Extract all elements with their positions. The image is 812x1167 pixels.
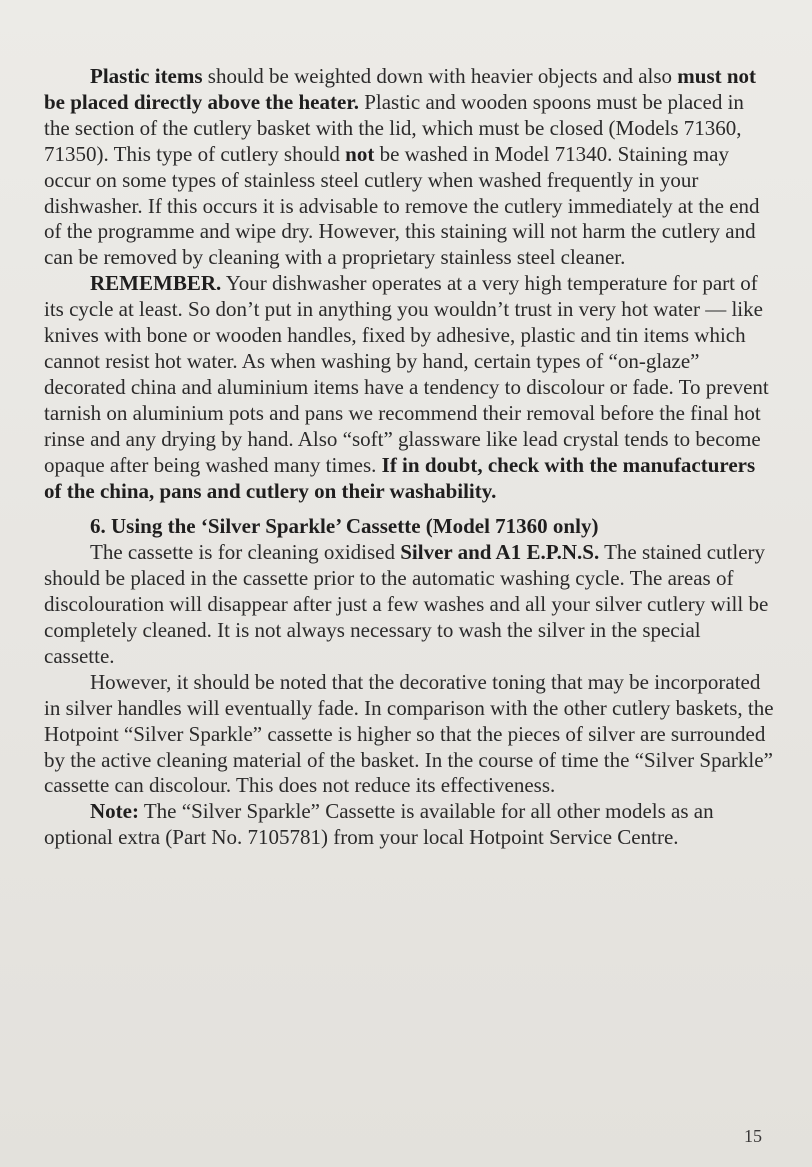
- paragraph-note: [44, 799, 774, 851]
- paragraph-remember: [44, 271, 774, 504]
- note-text: The “Silver Sparkle” Cassette is available for all other models as an optional extra (Part No. 7105781) from your local Hotpoint Service Centre.: [44, 799, 714, 850]
- cassette-text-2: The stained cutlery should be placed in the cassette prior to the automatic washing cycle. The areas of discolouration will disappear after just a few washes and all your silver cutlery will be completely cleaned. It is not always necessary to wash the silver in the special cassette.: [44, 540, 769, 668]
- plastic-text-3: be washed in Model 71340. Staining may occur on some types of stainless steel cutlery when washed frequently in your dishwasher. If this occurs it is advisable to remove the cutlery immediately at the end of the programme and wipe dry. However, this staining will not harm the cutlery and can be removed by cleaning with a proprietary stainless steel cleaner.: [44, 141, 760, 270]
- page-number: 15: [744, 1126, 762, 1146]
- cassette-text-1: The cassette is for cleaning oxidised: [90, 540, 401, 565]
- remember-lead: REMEMBER.: [90, 271, 222, 296]
- silver-epns-emphasis: Silver and A1 E.P.N.S.: [400, 540, 600, 565]
- not-emphasis: not: [345, 141, 375, 166]
- plastic-text-2: Plastic and wooden spoons must be placed in the section of the cutlery basket with the lid, which must be closed (Models 71360, 71350). This type of cutlery should: [44, 89, 744, 166]
- paragraph-cassette: [44, 540, 774, 670]
- plastic-items-lead: Plastic items: [90, 64, 203, 88]
- section-heading: 6. Using the ‘Silver Sparkle’ Cassette (Model 71360 only): [90, 514, 599, 539]
- heater-warning: must not be placed directly above the heater.: [44, 64, 757, 114]
- paragraph-however: However, it should be noted that the decorative toning that may be incorporated in silver handles will eventually fade. In comparison with the other cutlery baskets, the Hotpoint “Silver Sparkle” cassette is higher so that the pieces of silver are surrounded by the active cleaning material of the basket. In the course of time the “Silver Sparkle” cassette can discolour. This does not reduce its effectiveness.: [44, 669, 774, 798]
- body-text: [44, 64, 774, 851]
- if-in-doubt-warning: If in doubt, check with the manufacturers of the china, pans and cutlery on their washability.: [44, 452, 756, 503]
- plastic-text-1: should be weighted down with heavier objects and also: [202, 64, 678, 88]
- paragraph-plastic-items: [44, 64, 774, 271]
- remember-text: Your dishwasher operates at a very high temperature for part of its cycle at least. So don’t put in anything you wouldn’t trust in very hot water — like knives with bone or wooden handles, fixed by adhesive, plastic and tin items which cannot resist hot water. As when washing by hand, certain types of “on-glaze” decorated china and aluminium items have a tendency to discolour or fade. To prevent tarnish on aluminium pots and pans we recommend their removal before the final hot rinse and any drying by hand. Also “soft” glassware like lead crystal tends to become opaque after being washed many times.: [44, 271, 769, 477]
- note-lead: Note:: [90, 799, 139, 824]
